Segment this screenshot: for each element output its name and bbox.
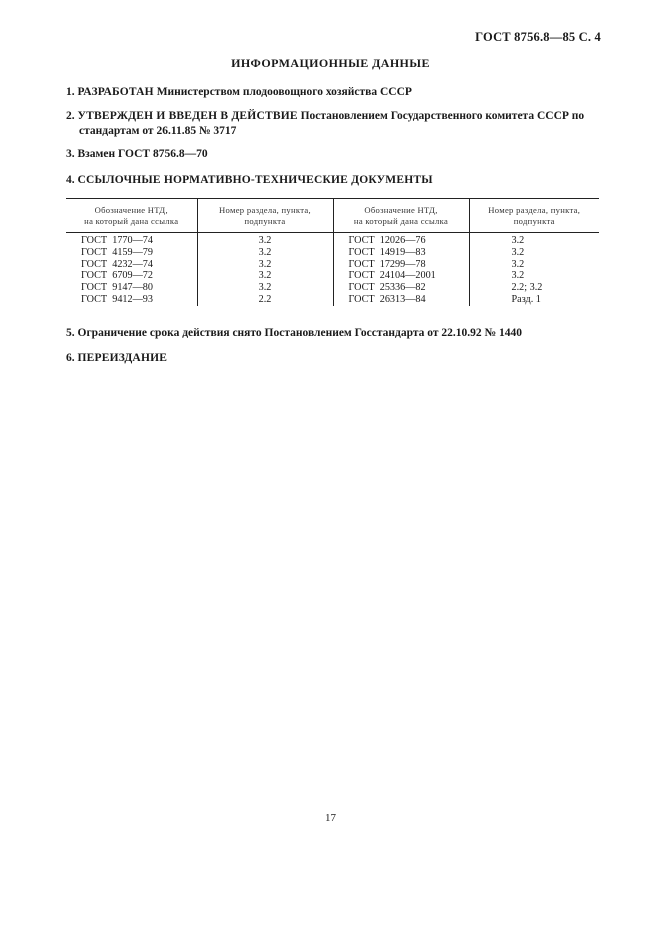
document-designation: ГОСТ 1770—74 — [81, 235, 153, 246]
document-designation: ГОСТ 9412—93 — [81, 293, 153, 305]
item-number: 5. — [66, 327, 75, 339]
item-text: Министерством плодоовощного хозяйства СССР — [156, 86, 412, 98]
section-number: 3.2 — [197, 233, 333, 247]
document-code: ГОСТ 8756.8—85 С. 4 — [475, 30, 601, 44]
document-designation: ГОСТ 14919—83 — [333, 247, 469, 259]
info-item-5 — [66, 326, 606, 341]
document-designation: ГОСТ 12026—76 — [333, 233, 469, 247]
section-number: 3.2 — [469, 270, 599, 282]
section-number: 2.2 — [197, 294, 333, 306]
column-header: Обозначение НТД, на который дана ссылка — [66, 199, 197, 233]
table-row — [66, 282, 599, 294]
item-number: 3. — [66, 148, 75, 160]
document-designation: ГОСТ 25336—82 — [333, 282, 469, 294]
section-number: 3.2 — [469, 233, 599, 247]
item-text: Ограничение срока действия снято Постановлением Госстандарта от 22.10.92 № 1440 — [77, 327, 522, 339]
section-number: 3.2 — [197, 247, 333, 259]
item-number: 4. — [66, 174, 75, 186]
item-lead: ПЕРЕИЗДАНИЕ — [77, 352, 168, 364]
item-number: 2. — [66, 110, 75, 122]
document-designation: ГОСТ 4159—79 — [81, 246, 153, 258]
item-lead: РАЗРАБОТАН — [77, 86, 154, 98]
section-number: 3.2 — [469, 247, 599, 259]
page-number: 17 — [325, 812, 336, 824]
item-lead: УТВЕРЖДЕН И ВВЕДЕН В ДЕЙСТВИЕ — [77, 110, 298, 122]
info-item-2 — [66, 109, 606, 139]
item-number: 6. — [66, 352, 75, 364]
item-number: 1. — [66, 86, 75, 98]
table-row — [66, 259, 599, 271]
section-number: 2.2; 3.2 — [469, 282, 599, 294]
section-number: 3.2 — [197, 259, 333, 271]
column-header: Номер раздела, пункта, подпункта — [469, 199, 599, 233]
document-designation: ГОСТ 9147—80 — [81, 282, 153, 294]
section-number: 3.2 — [197, 282, 333, 294]
section-number: 3.2 — [469, 259, 599, 271]
item-text: Взамен ГОСТ 8756.8—70 — [77, 148, 208, 160]
reference-documents-table — [66, 198, 599, 306]
info-item-3 — [66, 147, 606, 162]
table-row — [66, 233, 599, 247]
document-designation: ГОСТ 24104—2001 — [333, 270, 469, 282]
document-designation: ГОСТ 26313—84 — [333, 294, 469, 306]
item-lead: ССЫЛОЧНЫЕ НОРМАТИВНО-ТЕХНИЧЕСКИЕ ДОКУМЕНТЫ — [77, 174, 433, 186]
info-item-4 — [66, 173, 606, 188]
column-header: Обозначение НТД, на который дана ссылка — [333, 199, 469, 233]
document-designation: ГОСТ 6709—72 — [81, 270, 153, 282]
section-number: 3.2 — [197, 270, 333, 282]
document-designation: ГОСТ 4232—74 — [81, 258, 153, 270]
table-row — [66, 270, 599, 282]
section-title: ИНФОРМАЦИОННЫЕ ДАННЫЕ — [231, 56, 430, 70]
table-row — [66, 247, 599, 259]
info-item-1 — [66, 85, 606, 100]
table-row — [66, 294, 599, 306]
section-number: Разд. 1 — [469, 294, 599, 306]
info-item-6 — [66, 351, 606, 366]
table-header-row — [66, 199, 599, 233]
document-designation: ГОСТ 17299—78 — [333, 259, 469, 271]
column-header: Номер раздела, пункта, подпункта — [197, 199, 333, 233]
item-text: Постановлением Государственного комитета СССР по стандартам от 26.11.85 № 3717 — [79, 110, 585, 137]
